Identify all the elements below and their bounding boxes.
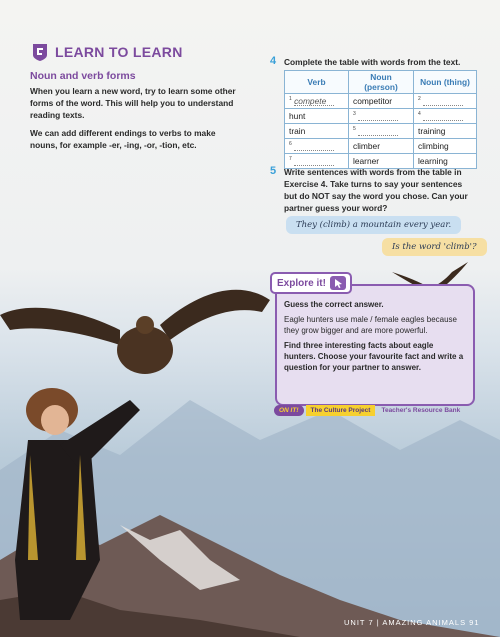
table-row — [285, 109, 477, 124]
column-header: Verb — [285, 71, 349, 94]
speech-bubble: They (climb) a mountain every year. — [286, 216, 461, 234]
table-cell: learning — [414, 154, 477, 169]
culture-project-link[interactable]: The Culture Project — [306, 405, 376, 416]
table-cell[interactable]: 5 — [349, 124, 414, 139]
learn-to-learn-icon — [30, 42, 50, 62]
table-cell: train — [285, 124, 349, 139]
table-cell: hunt — [285, 109, 349, 124]
speech-bubble: Is the word 'climb'? — [382, 238, 487, 256]
table-row — [285, 139, 477, 154]
column-header: Noun (person) — [349, 71, 414, 94]
page-footer: UNIT 7 | AMAZING ANIMALS 91 — [344, 618, 480, 627]
table-cell[interactable]: $^1$ compete — [285, 94, 349, 109]
column-header: Noun (thing) — [414, 71, 477, 94]
table-cell[interactable]: 4 — [414, 109, 477, 124]
resource-references — [274, 405, 460, 416]
table-row — [285, 94, 477, 109]
explore-it-title: Explore it! — [277, 277, 326, 289]
learn-to-learn-text — [30, 85, 240, 157]
paragraph: We can add different endings to verbs to make nouns, for example -er, -ing, -or, -tion, etc. — [30, 128, 216, 150]
table-cell[interactable]: 3 — [349, 109, 414, 124]
explore-it-heading — [270, 272, 352, 294]
table-cell: learner — [349, 154, 414, 169]
table-cell: climbing — [414, 139, 477, 154]
on-it-badge: ON IT! — [274, 405, 304, 416]
table-cell: climber — [349, 139, 414, 154]
table-cell: competitor — [349, 94, 414, 109]
exercise-instruction: Complete the table with words from the text. — [284, 57, 461, 67]
exercise-instruction: Write sentences with words from the table in Exercise 4. Take turns to say your sentences but do NOT say the word you chose. Can your partner guess your word? — [284, 167, 468, 213]
learn-to-learn-heading — [30, 42, 183, 62]
learn-to-learn-title: LEARN TO LEARN — [55, 44, 183, 60]
explore-it-text — [284, 299, 464, 377]
section-subtitle: Noun and verb forms — [30, 70, 136, 82]
exercise-number: 4 — [270, 55, 277, 67]
table-cell: training — [414, 124, 477, 139]
table-cell[interactable]: 7 — [285, 154, 349, 169]
cursor-click-icon — [330, 276, 346, 290]
table-cell[interactable]: 2 — [414, 94, 477, 109]
paragraph: Eagle hunters use male / female eagles because they grow bigger and are more powerful. — [284, 315, 457, 335]
paragraph: Find three interesting facts about eagle hunters. Choose your favourite fact and write a question for your partner to answer. — [284, 341, 464, 372]
paragraph: When you learn a new word, try to learn some other forms of the word. This will help you to understand reading texts. — [30, 86, 236, 120]
word-table — [284, 70, 477, 169]
table-row — [285, 124, 477, 139]
exercise-number: 5 — [270, 165, 277, 177]
resource-bank-link[interactable]: Teacher's Resource Bank — [381, 407, 461, 414]
paragraph: Guess the correct answer. — [284, 300, 384, 309]
table-cell[interactable]: 6 — [285, 139, 349, 154]
